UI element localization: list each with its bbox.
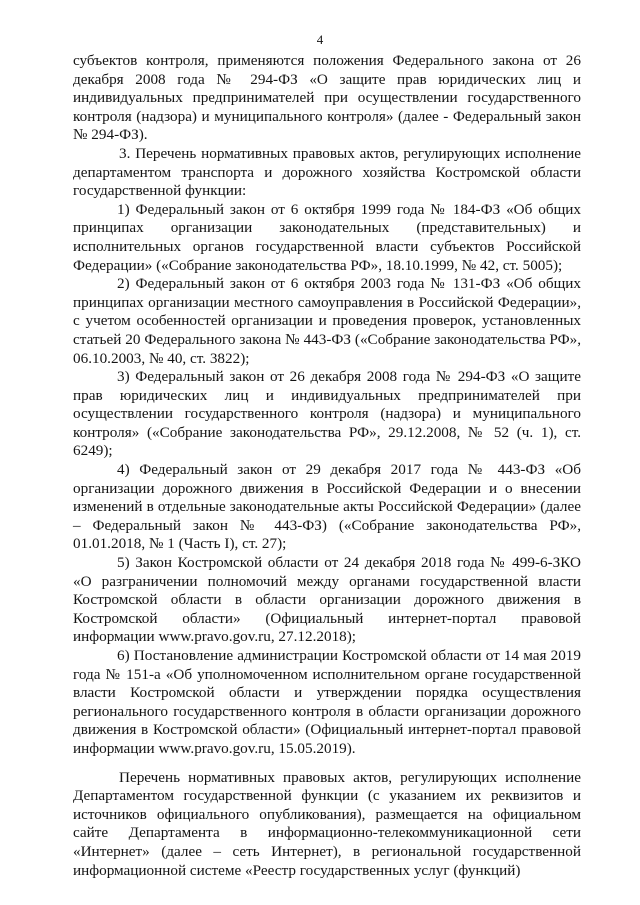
- page-number: 4: [316, 32, 324, 47]
- paragraph-publication: Перечень нормативных правовых актов, регулирующих исполнение Департаментом государственной функции (с указанием их реквизитов и источников официального опубликования), размещается на официальном сайте Департамента в информационно-телекоммуникационной сети «Интернет» (далее – сеть Интернет), в региональной государственной информационной системе «Реестр государственных услуг (функций): [73, 768, 581, 879]
- list-item-1: 1) Федеральный закон от 6 октября 1999 года № 184-ФЗ «Об общих принципах организации законодательных (представительных) и исполнительных органов государственной власти субъектов Российской Федерации» («Собрание законодательства РФ», 18.10.1999, № 42, ст. 5005);: [73, 200, 581, 274]
- document-body: [73, 52, 581, 880]
- list-item-6: 6) Постановление администрации Костромской области от 14 мая 2019 года № 151-а «Об уполномоченном исполнительном органе государственной власти Костромской области и утверждении порядка осуществления регионального государственного контроля в области организации дорожного движения в Костромской области» (Официальный интернет-портал правовой информации www.pravo.gov.ru, 15.05.2019).: [73, 647, 581, 757]
- paragraph-continuation: субъектов контроля, применяются положения Федерального закона от 26 декабря 2008 года № 294-ФЗ «О защите прав юридических лиц и индивидуальных предпринимателей при осуществлении государственного контроля (надзора) и муниципального контроля» (далее - Федеральный закон № 294-ФЗ).: [73, 52, 581, 144]
- list-item-5: 5) Закон Костромской области от 24 декабря 2018 года № 499-6-ЗКО «О разграничении полномочий между органами государственной власти Костромской области в области организации дорожного движения в Костромской области» (Официальный интернет-портал правовой информации www.pravo.gov.ru, 27.12.2018);: [73, 554, 581, 646]
- list-item-4: 4) Федеральный закон от 29 декабря 2017 года № 443-ФЗ «Об организации дорожного движения в Российской Федерации и о внесении изменений в отдельные законодательные акты Российской Федерации» (далее – Федеральный закон № 443-ФЗ) («Собрание законодательства РФ», 01.01.2018, № 1 (Часть I), ст. 27);: [73, 461, 581, 553]
- list-item-2: 2) Федеральный закон от 6 октября 2003 года № 131-ФЗ «Об общих принципах организации местного самоуправления в Российской Федерации», с учетом особенностей организации и проведения проверок, установленных статьей 20 Федерального закона № 443-ФЗ («Собрание законодательства РФ», 06.10.2003, № 40, ст. 3822);: [73, 275, 581, 367]
- list-item-3: 3) Федеральный закон от 26 декабря 2008 года № 294-ФЗ «О защите прав юридических лиц и индивидуальных предпринимателей при осуществлении государственного контроля (надзора) и муниципального контроля» («Собрание законодательства РФ», 29.12.2008, № 52 (ч. 1), ст. 6249);: [73, 368, 581, 460]
- paragraph-section-3: 3. Перечень нормативных правовых актов, регулирующих исполнение департаментом транспорта и дорожного хозяйства Костромской области государственной функции:: [73, 144, 581, 200]
